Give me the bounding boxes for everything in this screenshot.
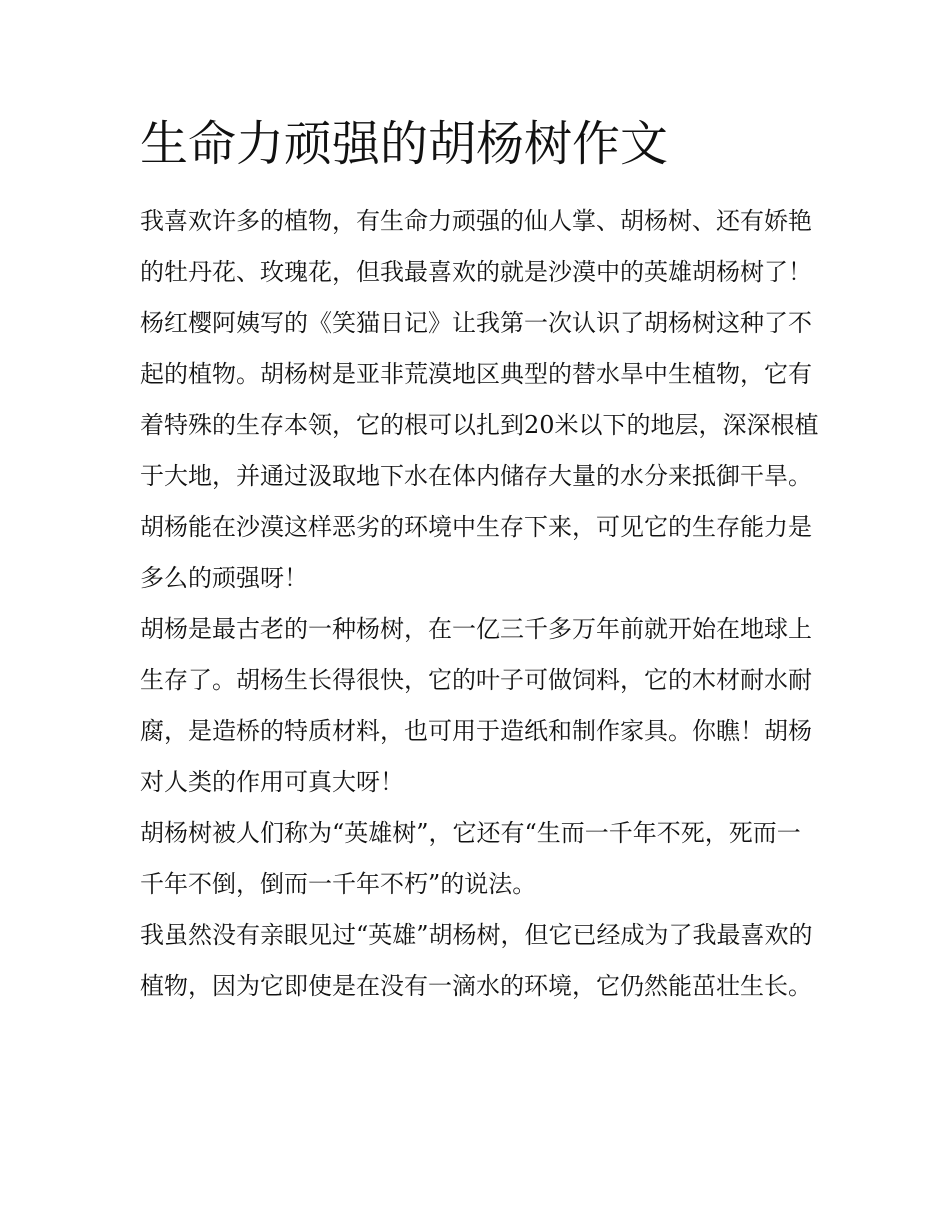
document-body	[140, 196, 820, 1012]
paragraph: 我喜欢许多的植物，有生命力顽强的仙人掌、胡杨树、还有娇艳的牡丹花、玫瑰花，但我最喜欢的就是沙漠中的英雄胡杨树了！	[140, 207, 812, 286]
paragraph: 胡杨是最古老的一种杨树，在一亿三千多万年前就开始在地球上生存了。胡杨生长得很快，它的叶子可做饲料，它的木材耐水耐腐，是造桥的特质材料，也可用于造纸和制作家具。你瞧！胡杨对人类的作用可真大呀！	[140, 615, 812, 796]
paragraph: 胡杨树被人们称为“英雄树”，它还有“生而一千年不死，死而一千年不倒，倒而一千年不朽”的说法。	[140, 819, 801, 898]
paragraph: 杨红樱阿姨写的《笑猫日记》让我第一次认识了胡杨树这种了不起的植物。胡杨树是亚非荒漠地区典型的替水旱中生植物，它有着特殊的生存本领，它的根可以扎到20米以下的地层，深深根植于大地，并通过汲取地下水在体内储存大量的水分来抵御干旱。胡杨能在沙漠这样恶劣的环境中生存下来，可见它的生存能力是多么的顽强呀！	[140, 309, 819, 592]
document-title: 生命力顽强的胡杨树作文	[140, 116, 669, 172]
paragraph: 我虽然没有亲眼见过“英雄”胡杨树，但它已经成为了我最喜欢的植物，因为它即使是在没有一滴水的环境，它仍然能茁壮生长。	[140, 921, 813, 1000]
